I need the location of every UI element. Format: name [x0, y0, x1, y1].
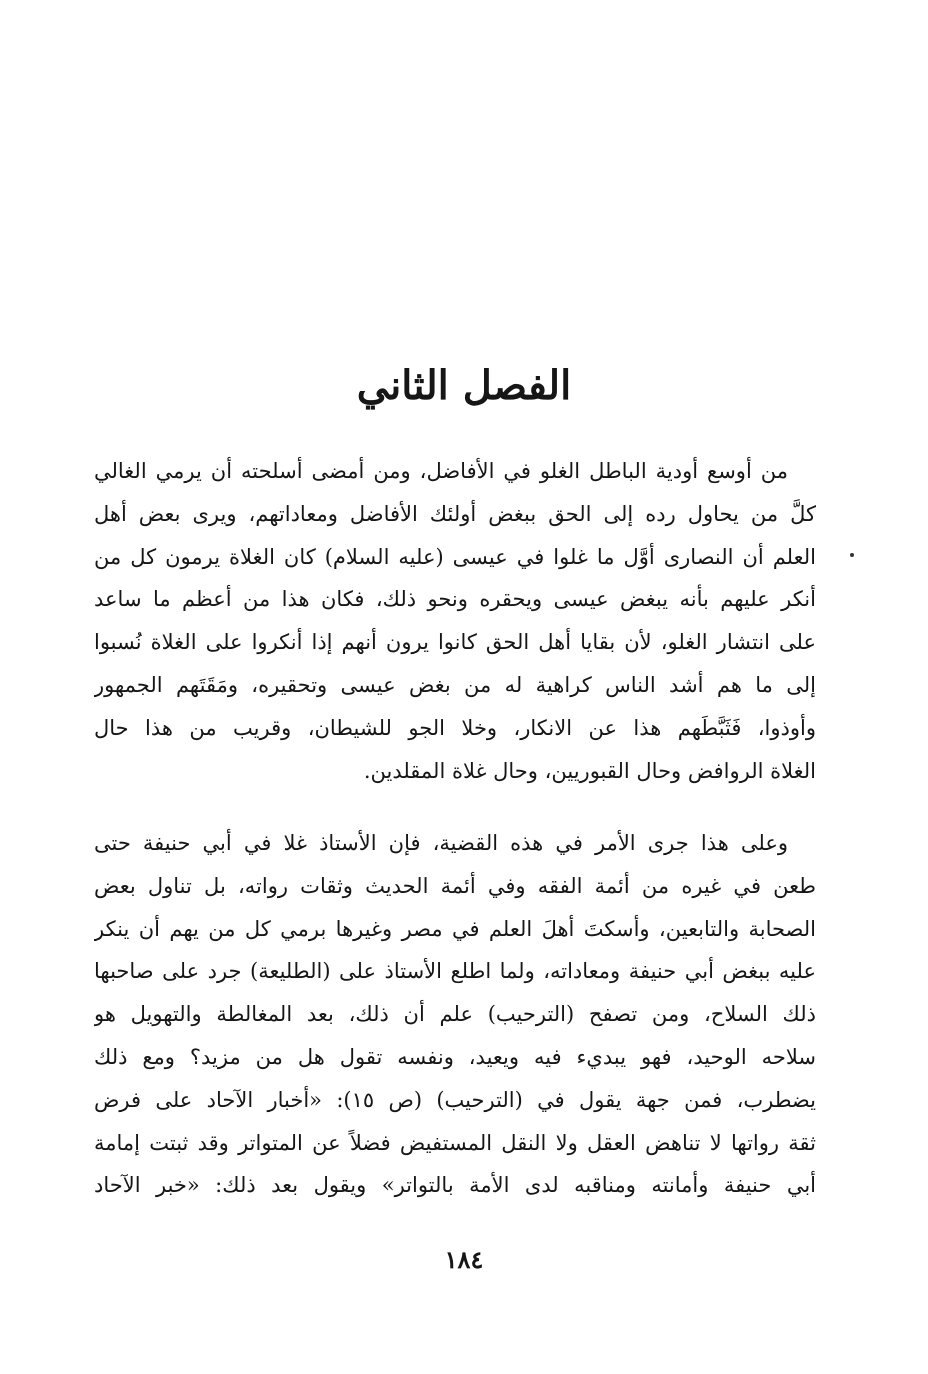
page-number: ١٨٤: [444, 1245, 484, 1274]
paragraph-1: [94, 450, 816, 792]
text-line: يضطرب، فمن جهة يقول في (الترحيب) (ص ١٥): «أخبار الآحاد على فرض: [94, 1087, 816, 1112]
text-line: من أوسع أودية الباطل الغلو في الأفاضل، ومن أمضى أسلحته أن يرمي الغالي: [94, 459, 788, 483]
text-line: أنكر عليهم بأنه يبغض عيسى ويحقره ونحو ذلك، فكان هذا من أعظم ما ساعد: [94, 587, 816, 612]
text-line: كلَّ من يحاول رده إلى الحق ببغض أولئك الأفاضل ومعاداتهم، ويرى بعض أهل: [94, 501, 816, 526]
text-line: أبي حنيفة وأمانته ومناقبه لدى الأمة بالتواتر» ويقول بعد ذلك: «خبر الآحاد: [94, 1173, 816, 1198]
text-line: إلى ما هم أشد الناس كراهية له من بغض عيسى وتحقيره، ومَقَتَهم الجمهور: [94, 672, 816, 697]
text-line: ذلك السلاح، ومن تصفح (الترحيب) علم أن ذلك، بعد المغالطة والتهويل هو: [94, 1002, 816, 1027]
chapter-title: الفصل الثاني: [356, 362, 572, 409]
margin-mark: [850, 553, 854, 557]
text-line: الغلاة الروافض وحال القبوريين، وحال غلاة المقلدين.: [363, 758, 816, 783]
text-line: طعن في غيره من أئمة الفقه وفي أئمة الحديث وثقات رواته، بل تناول بعض: [94, 873, 816, 898]
text-line: سلاحه الوحيد، فهو يبديء فيه ويعيد، ونفسه تقول هل من مزيد؟ ومع ذلك: [94, 1044, 816, 1069]
text-line: عليه ببغض أبي حنيفة ومعاداته، ولما اطلع الأستاذ على (الطليعة) جرد على صاحبها: [94, 959, 816, 984]
text-line: وعلى هذا جرى الأمر في هذه القضية، فإن الأستاذ غلا في أبي حنيفة حتى: [94, 831, 788, 855]
text-line: الصحابة والتابعين، وأسكتَ أهلَ العلم في مصر وغيرها برمي كل من يهم أن ينكر: [94, 916, 816, 941]
text-line: وأوذوا، فَثَبَّطَهم هذا عن الانكار، وخلا الجو للشيطان، وقريب من هذا حال: [94, 715, 816, 740]
text-line: العلم أن النصارى أوَّل ما غلوا في عيسى (عليه السلام) كان الغلاة يرمون كل من: [94, 544, 816, 569]
text-line: ثقة رواتها لا تناهض العقل ولا النقل المستفيض فضلاً عن المتواتر وقد ثبتت إمامة: [94, 1130, 816, 1155]
paragraph-2: [94, 822, 816, 1207]
text-line: على انتشار الغلو، لأن بقايا أهل الحق كانوا يرون أنهم إذا أنكروا على الغلاة نُسبوا: [94, 630, 816, 655]
